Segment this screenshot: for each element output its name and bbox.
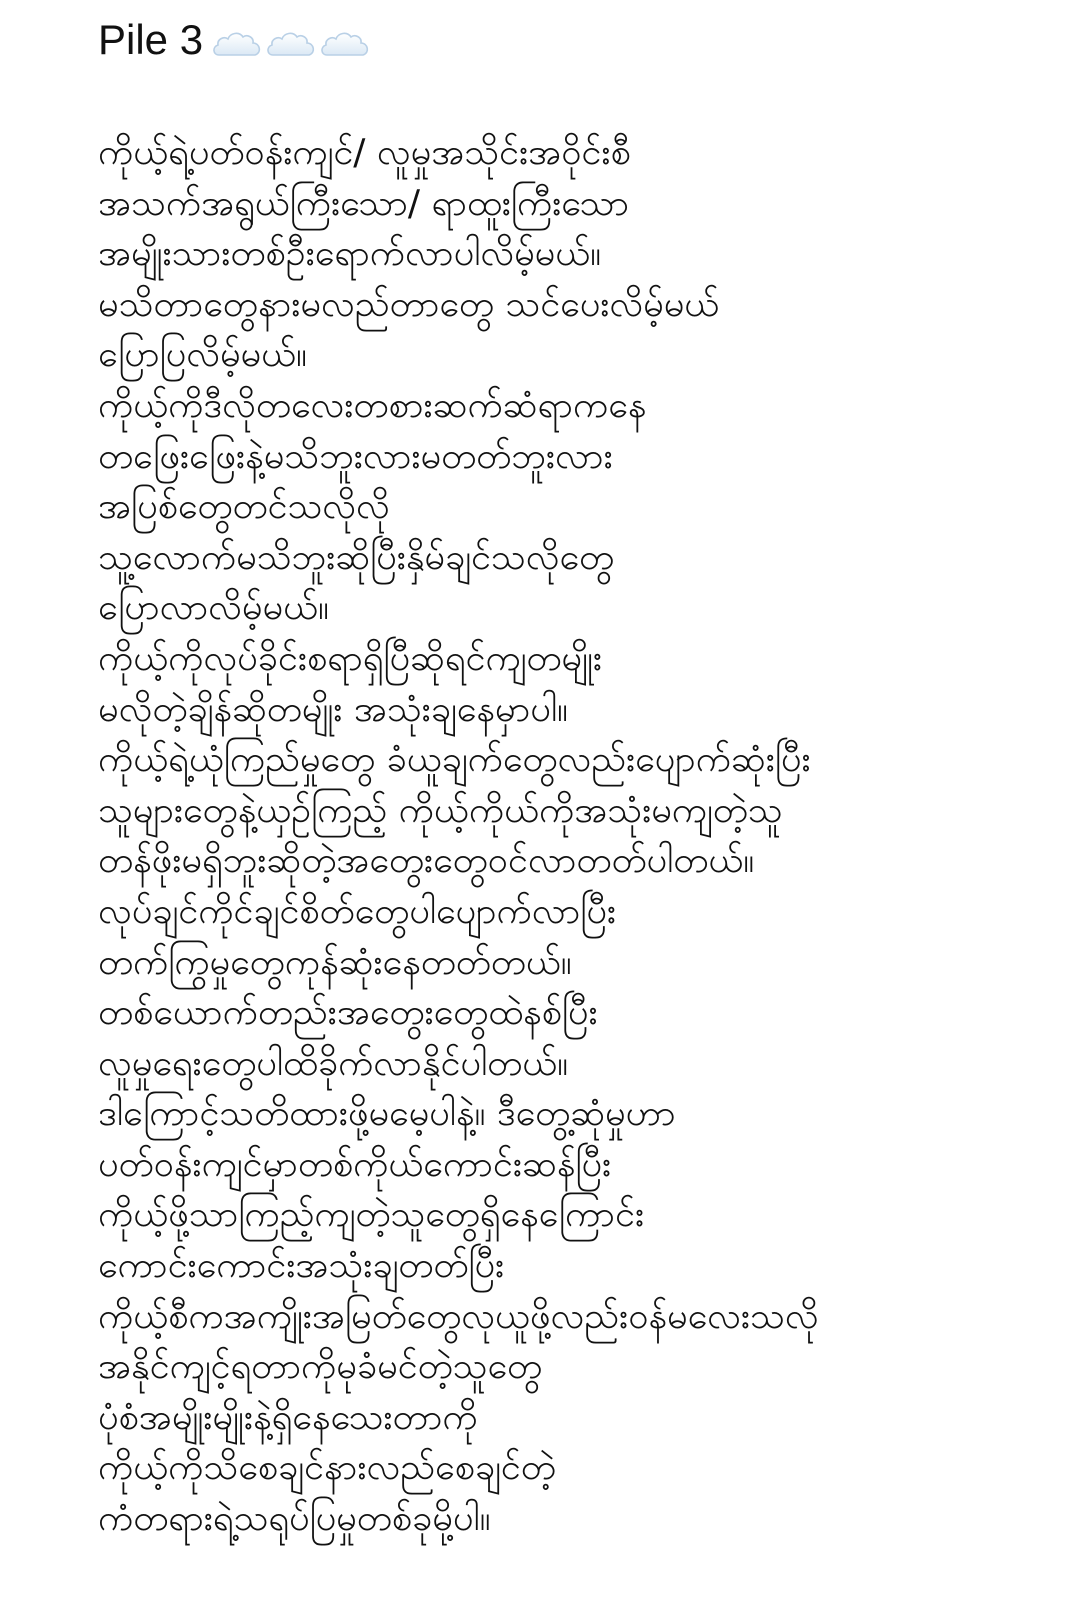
body-line: ကိုယ့်ကိုလုပ်ခိုင်းစရာရှိပြီဆိုရင်ကျတမျိုး (98, 637, 602, 679)
body-line: ပြောလာလိမ့်မယ်။ (98, 587, 329, 629)
body-line: ကိုယ့်ဖို့သာကြည့်ကျတဲ့သူတွေရှိနေကြောင်း (98, 1194, 645, 1236)
body-line: အမျိုးသားတစ်ဦးရောက်လာပါလိမ့်မယ်။ (98, 233, 602, 275)
cloud-icon (211, 29, 263, 59)
body-line: တစ်ယောက်တည်းအတွေးတွေထဲနစ်ပြီး (98, 992, 598, 1034)
post-title-row (98, 14, 1058, 66)
body-line: ကောင်းကောင်းအသုံးချတတ်ပြီး (98, 1245, 505, 1287)
body-line: တန်ဖိုးမရှိဘူးဆိုတဲ့အတွေးတွေဝင်လာတတ်ပါတယ်။ (98, 840, 755, 882)
body-line: အသက်အရွယ်ကြီးသော/ ရာထူးကြီးသော (98, 182, 630, 224)
body-line: ကိုယ့်ကိုသိစေချင်နားလည်စေချင်တဲ့ (98, 1447, 556, 1489)
cloud-icon (319, 29, 371, 59)
cloud-icon (265, 29, 317, 59)
body-line: လုပ်ချင်ကိုင်ချင်စိတ်တွေပါပျောက်လာပြီး (98, 890, 617, 932)
post-content (98, 14, 1058, 1545)
body-line: ကိုယ့်ကိုဒီလိုတလေးတစားဆက်ဆံရာကနေ (98, 384, 647, 426)
body-line: တဖြေးဖြေးနဲ့မသိဘူးလားမတတ်ဘူးလား (98, 435, 613, 477)
cloud-emoji-group (211, 29, 371, 59)
body-line: ကိုယ့်စီကအကျိုးအမြတ်တွေလုယူဖို့လည်းဝန်မလေးသလို (98, 1295, 819, 1337)
body-line: မသိတာတွေနားမလည်တာတွေ သင်ပေးလိမ့်မယ် (98, 283, 720, 325)
body-line: ကိုယ့်ရဲ့ပတ်ဝန်းကျင်/ လူမှုအသိုင်းအဝိုင်းစီ (98, 132, 631, 173)
body-line: ပတ်ဝန်းကျင်မှာတစ်ကိုယ်ကောင်းဆန်ပြီး (98, 1143, 612, 1185)
body-line: ကံတရားရဲ့သရုပ်ပြမှုတစ်ခုမို့ပါ။ (98, 1498, 491, 1540)
body-line: သူများတွေနဲ့ယှဉ်ကြည့် ကိုယ့်ကိုယ်ကိုအသုံးမကျတဲ့သူ (98, 789, 783, 831)
body-line: ဒါကြောင့်သတိထားဖို့မမေ့ပါနဲ့။ ဒီတွေ့ဆုံမှုဟာ (98, 1093, 676, 1135)
body-line: မလိုတဲ့ချိန်ဆိုတမျိုး အသုံးချနေမှာပါ။ (98, 688, 568, 730)
body-line: အနိုင်ကျင့်ရတာကိုမုခံမင်တဲ့သူတွေ (98, 1346, 543, 1388)
body-line: တက်ကြွမှုတွေကုန်ဆုံးနေတတ်တယ်။ (98, 941, 572, 983)
body-line: ပြောပြလိမ့်မယ်။ (98, 334, 307, 376)
post-body (98, 128, 1058, 1545)
post-title: Pile 3 (98, 16, 204, 63)
body-line: အပြစ်တွေတင်သလိုလို (98, 486, 390, 528)
body-line: ပုံစံအမျိုးမျိုးနဲ့ရှိနေသေးတာကို (98, 1396, 478, 1438)
body-line: သူ့လောက်မသိဘူးဆိုပြီးနှိမ်ချင်သလိုတွေ (98, 536, 615, 578)
body-line: ကိုယ့်ရဲ့ယုံကြည်မှုတွေ ခံယူချက်တွေလည်းပျောက်ဆုံးပြီး (98, 739, 811, 781)
body-line: လူမှုရေးတွေပါထိခိုက်လာနိုင်ပါတယ်။ (98, 1042, 569, 1084)
